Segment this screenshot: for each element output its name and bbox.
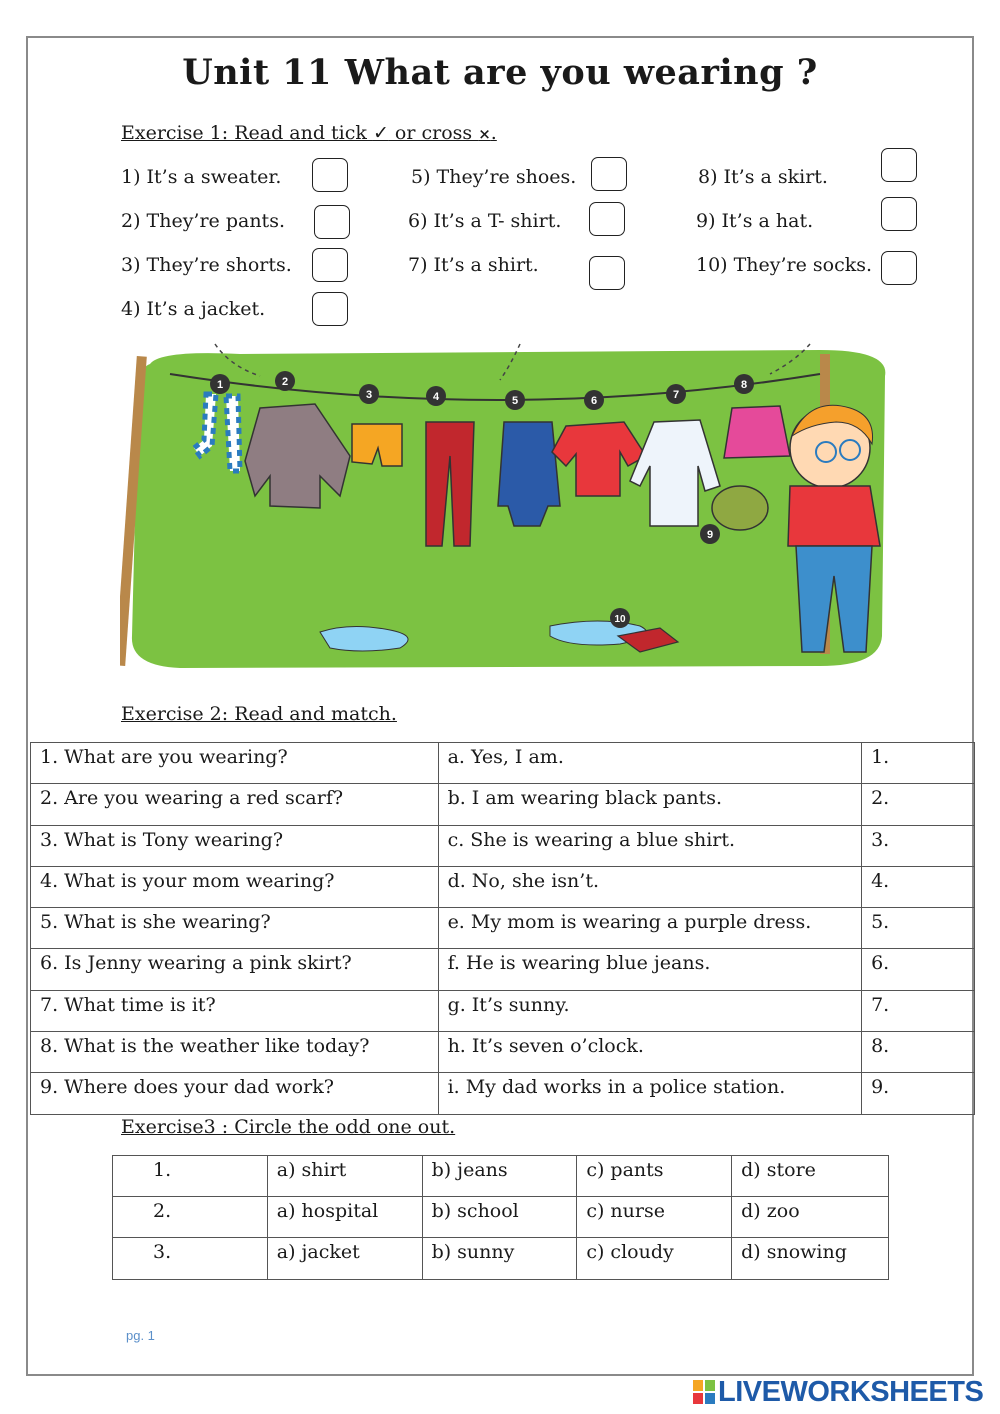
question-cell: 7. What time is it?: [31, 990, 439, 1031]
worksheet-title: Unit 11 What are you wearing ?: [182, 52, 818, 93]
ex1-answer-box-4[interactable]: [312, 292, 348, 326]
badge-1: 1: [216, 379, 224, 391]
match-row: [31, 825, 975, 866]
option-cell[interactable]: d) snowing: [732, 1238, 889, 1279]
cross-icon: ×: [478, 125, 491, 143]
badge-4: 4: [432, 391, 440, 403]
ex1-answer-box-8[interactable]: [881, 148, 917, 182]
match-row: [31, 908, 975, 949]
match-answer-cell[interactable]: 5.: [862, 908, 975, 949]
answer-cell: i. My dad works in a police station.: [438, 1073, 862, 1114]
option-cell[interactable]: b) school: [422, 1197, 577, 1238]
option-cell[interactable]: d) zoo: [732, 1197, 889, 1238]
answer-cell: f. He is wearing blue jeans.: [438, 949, 862, 990]
ex1-answer-box-2[interactable]: [314, 205, 350, 239]
match-row: [31, 1073, 975, 1114]
match-answer-cell[interactable]: 8.: [862, 1032, 975, 1073]
question-cell: 9. Where does your dad work?: [31, 1073, 439, 1114]
badge-10: 10: [614, 614, 626, 625]
badge-2: 2: [281, 376, 289, 388]
ex1-item-5: 5) They’re shoes.: [411, 166, 577, 188]
match-answer-cell[interactable]: 4.: [862, 866, 975, 907]
question-cell: 1. What are you wearing?: [31, 743, 439, 784]
answer-cell: a. Yes, I am.: [438, 743, 862, 784]
badge-6: 6: [590, 395, 598, 407]
badge-8: 8: [740, 379, 748, 391]
question-cell: 6. Is Jenny wearing a pink skirt?: [31, 949, 439, 990]
ex1-answer-box-6[interactable]: [589, 202, 625, 236]
option-cell[interactable]: c) pants: [577, 1156, 732, 1197]
ex1-item-8: 8) It’s a skirt.: [698, 166, 828, 188]
ex1-item-9: 9) It’s a hat.: [696, 210, 814, 232]
answer-cell: d. No, she isn’t.: [438, 866, 862, 907]
ex1-answer-box-1[interactable]: [312, 158, 348, 192]
ex1-answer-box-9[interactable]: [881, 197, 917, 231]
match-row: [31, 990, 975, 1031]
ex1-answer-box-7[interactable]: [589, 256, 625, 290]
row-number-cell: 3.: [113, 1238, 268, 1279]
exercise2-heading: Exercise 2: Read and match.: [121, 703, 397, 725]
exercise1-heading-text-3: .: [490, 122, 497, 144]
liveworksheets-logo-icon: [693, 1380, 715, 1404]
option-cell[interactable]: b) sunny: [422, 1238, 577, 1279]
match-answer-cell[interactable]: 6.: [862, 949, 975, 990]
badge-7: 7: [672, 389, 680, 401]
exercise2-table: [30, 742, 975, 1115]
exercise3-heading: Exercise3 : Circle the odd one out.: [121, 1116, 456, 1138]
page-number: pg. 1: [126, 1328, 155, 1343]
answer-cell: e. My mom is wearing a purple dress.: [438, 908, 862, 949]
match-row: [31, 866, 975, 907]
answer-cell: g. It’s sunny.: [438, 990, 862, 1031]
odd-one-out-row: [113, 1197, 889, 1238]
ex1-item-6: 6) It’s a T- shirt.: [408, 210, 562, 232]
match-row: [31, 743, 975, 784]
odd-one-out-row: [113, 1238, 889, 1279]
exercise1-heading-text: Exercise 1: Read and tick: [121, 122, 373, 144]
row-number-cell: 2.: [113, 1197, 268, 1238]
ex1-answer-box-3[interactable]: [312, 248, 348, 282]
option-cell[interactable]: c) cloudy: [577, 1238, 732, 1279]
ex1-answer-box-5[interactable]: [591, 157, 627, 191]
tick-icon: ✓: [372, 122, 389, 144]
question-cell: 4. What is your mom wearing?: [31, 866, 439, 907]
ex1-item-4: 4) It’s a jacket.: [121, 298, 266, 320]
odd-one-out-row: [113, 1156, 889, 1197]
match-answer-cell[interactable]: 1.: [862, 743, 975, 784]
ex1-item-10: 10) They’re socks.: [696, 254, 873, 276]
clothesline-illustration: [120, 336, 920, 676]
question-cell: 3. What is Tony wearing?: [31, 825, 439, 866]
ex1-answer-box-10[interactable]: [881, 251, 917, 285]
exercise3-table: [112, 1155, 889, 1280]
badge-3: 3: [365, 389, 373, 401]
ex1-item-7: 7) It’s a shirt.: [408, 254, 539, 276]
match-answer-cell[interactable]: 7.: [862, 990, 975, 1031]
skirt-picture: [724, 406, 790, 458]
match-row: [31, 784, 975, 825]
ex1-item-1: 1) It’s a sweater.: [121, 166, 282, 188]
badge-9: 9: [706, 529, 714, 541]
question-cell: 8. What is the weather like today?: [31, 1032, 439, 1073]
match-answer-cell[interactable]: 2.: [862, 784, 975, 825]
answer-cell: b. I am wearing black pants.: [438, 784, 862, 825]
liveworksheets-logo: LIVEWORKSHEETS: [718, 1376, 984, 1408]
match-answer-cell[interactable]: 3.: [862, 825, 975, 866]
row-number-cell: 1.: [113, 1156, 268, 1197]
exercise1-heading: [121, 122, 497, 144]
badge-5: 5: [511, 395, 519, 407]
match-row: [31, 1032, 975, 1073]
option-cell[interactable]: a) shirt: [267, 1156, 422, 1197]
option-cell[interactable]: a) hospital: [267, 1197, 422, 1238]
ex1-item-2: 2) They’re pants.: [121, 210, 285, 232]
hat-picture: [712, 486, 768, 530]
answer-cell: c. She is wearing a blue shirt.: [438, 825, 862, 866]
option-cell[interactable]: a) jacket: [267, 1238, 422, 1279]
question-cell: 2. Are you wearing a red scarf?: [31, 784, 439, 825]
option-cell[interactable]: c) nurse: [577, 1197, 732, 1238]
ex1-item-3: 3) They’re shorts.: [121, 254, 292, 276]
answer-cell: h. It’s seven o’clock.: [438, 1032, 862, 1073]
exercise1-heading-text-2: or cross: [388, 122, 479, 144]
option-cell[interactable]: b) jeans: [422, 1156, 577, 1197]
option-cell[interactable]: d) store: [732, 1156, 889, 1197]
match-row: [31, 949, 975, 990]
match-answer-cell[interactable]: 9.: [862, 1073, 975, 1114]
question-cell: 5. What is she wearing?: [31, 908, 439, 949]
